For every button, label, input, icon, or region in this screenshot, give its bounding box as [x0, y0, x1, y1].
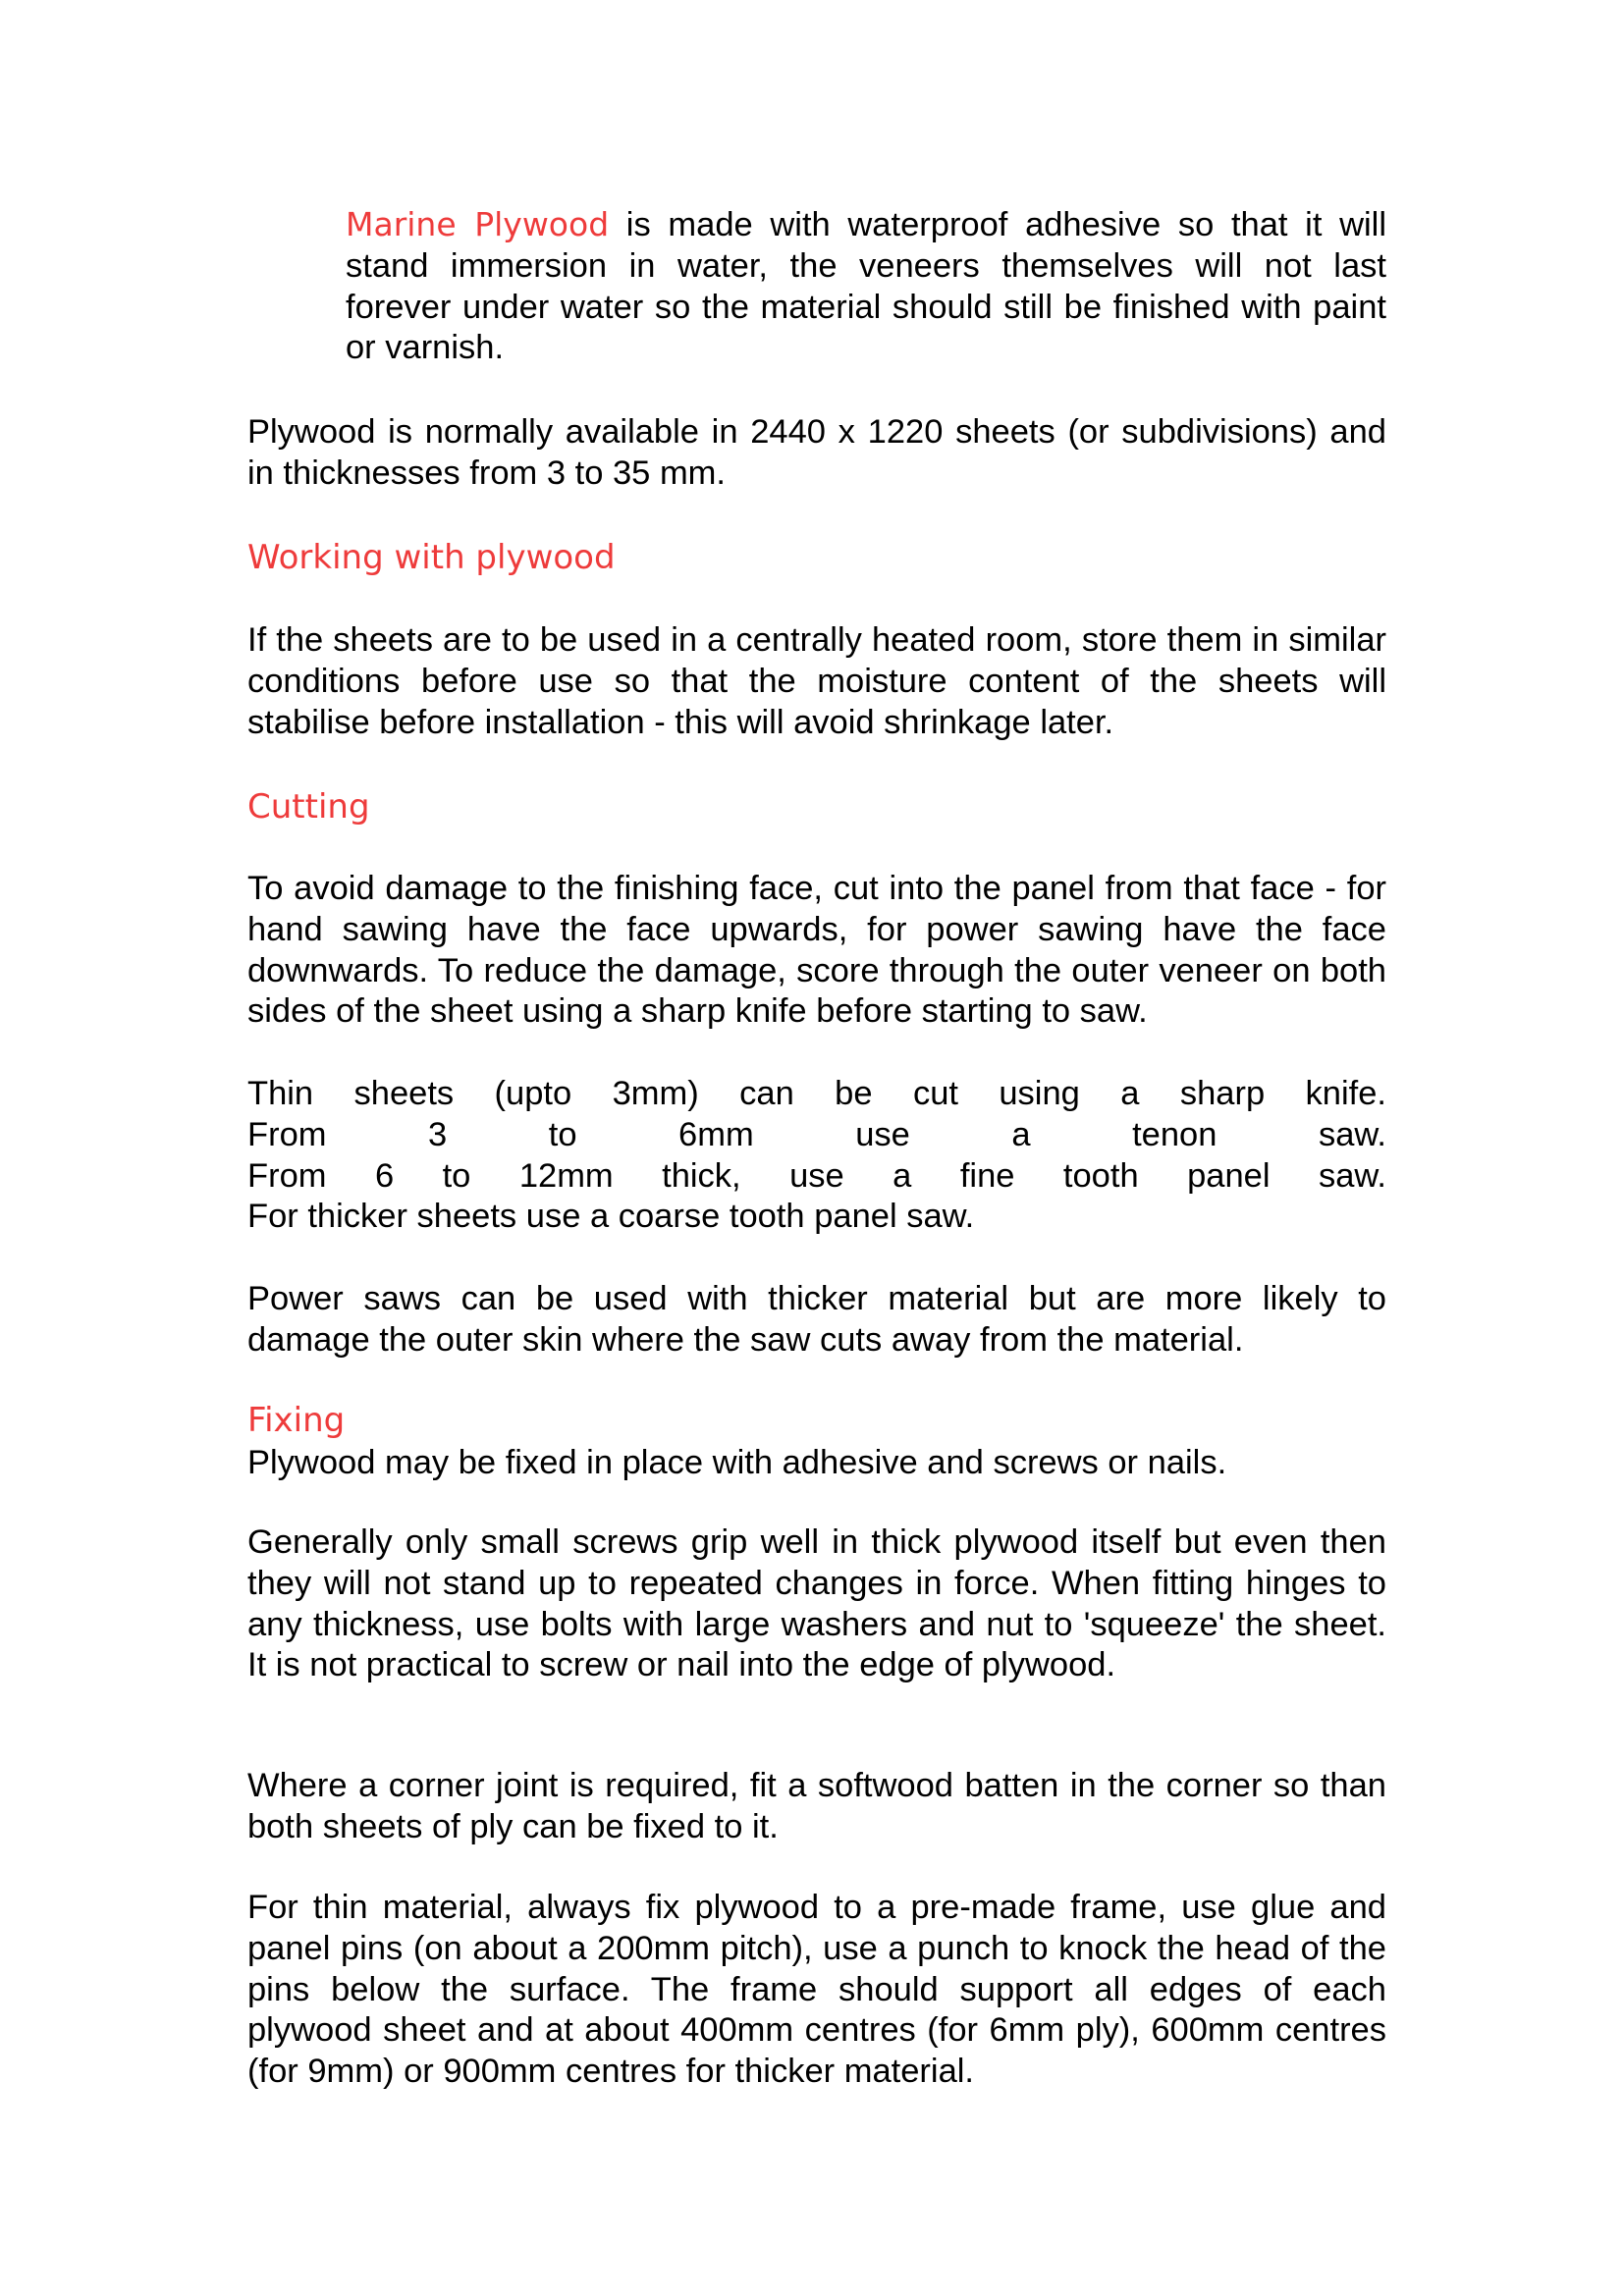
working-paragraph: If the sheets are to be used in a centrally heated room, store them in similar conditions before use so that the moisture content of the sheets will stabilise before installation - this will avoid shrinkage later. — [247, 621, 1386, 741]
cutting-line-coarse-panel-saw: For thicker sheets use a coarse tooth panel saw. — [247, 1198, 975, 1236]
marine-plywood-text: is made with waterproof adhesive so that it will stand immersion in water, the veneers themselves will not last forever under water so the material should still be finished with paint or varnish. — [346, 206, 1386, 367]
fixing-paragraph-3: Where a corner joint is required, fit a softwood batten in the corner so than both sheets of ply can be fixed to it. — [247, 1767, 1386, 1845]
cutting-thin-sheets-paragraph — [247, 1074, 1386, 1238]
cutting-heading: Cutting — [247, 787, 370, 827]
fixing-paragraph-2: Generally only small screws grip well in thick plywood itself but even then they will not stand up to repeated changes in force. When fitting hinges to any thickness, use bolts with large washers and nut to 'squeeze' the sheet. It is not practical to screw or nail into the edge of plywood. — [247, 1523, 1386, 1684]
cutting-power-saws-paragraph: Power saws can be used with thicker material but are more likely to damage the outer skin where the saw cuts away from the material. — [247, 1280, 1386, 1359]
fixing-paragraph-1: Plywood may be fixed in place with adhesive and screws or nails. — [247, 1444, 1227, 1481]
cutting-line-tenon-saw: From 3 to 6mm use a tenon saw. — [247, 1115, 1386, 1153]
marine-plywood-paragraph — [346, 204, 1386, 369]
working-with-plywood-heading: Working with plywood — [247, 538, 616, 577]
marine-plywood-term: Marine Plywood — [346, 205, 610, 243]
fixing-heading: Fixing — [247, 1401, 346, 1440]
fixing-paragraph-4: For thin material, always fix plywood to a pre-made frame, use glue and panel pins (on about a 200mm pitch), use a punch to knock the head of the pins below the surface. The frame should support all edges of each plywood sheet and at about 400mm centres (for 6mm ply), 600mm centres (for 9mm) or 900mm centres for thicker material. — [247, 1889, 1386, 2091]
cutting-line-knife: Thin sheets (upto 3mm) can be cut using a sharp knife. — [247, 1075, 1386, 1112]
sheet-sizes-paragraph: Plywood is normally available in 2440 x 1220 sheets (or subdivisions) and in thicknesses from 3 to 35 mm. — [247, 413, 1386, 492]
cutting-line-fine-panel-saw: From 6 to 12mm thick, use a fine tooth panel saw. — [247, 1156, 1386, 1195]
cutting-paragraph-1: To avoid damage to the finishing face, cut into the panel from that face - for hand sawing have the face upwards, for power sawing have the face downwards. To reduce the damage, score through the outer veneer on both sides of the sheet using a sharp knife before starting to saw. — [247, 870, 1386, 1031]
